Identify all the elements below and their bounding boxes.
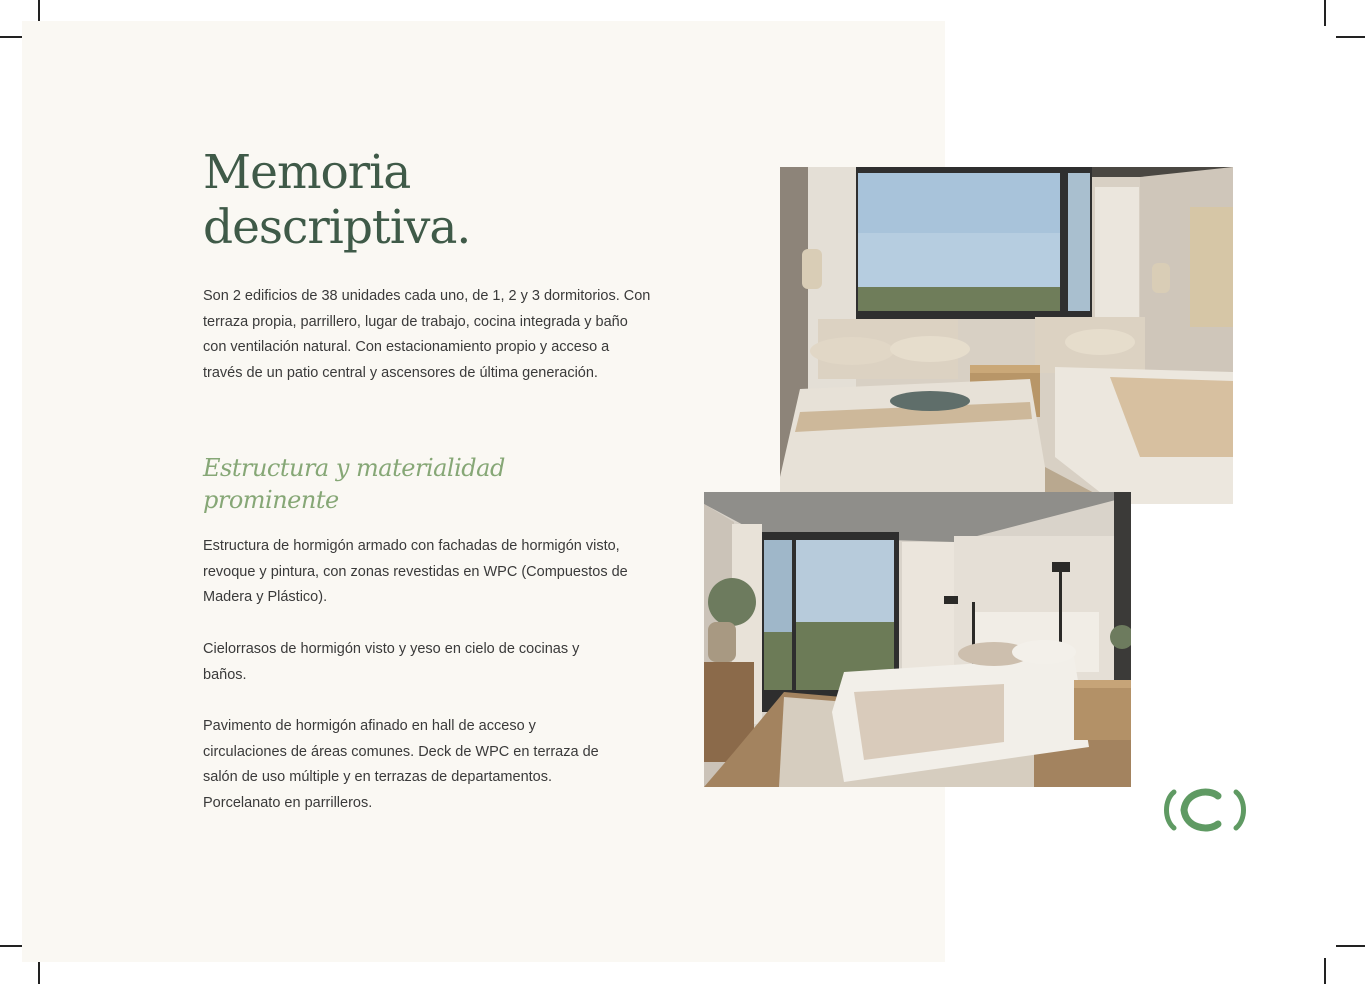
bedroom-photo-2 [704,492,1131,787]
ceiling-paragraph: Cielorrasos de hormigón visto y yeso en cielo de cocinas y baños. [203,641,580,683]
crop-mark [1324,0,1326,26]
bedroom-photo-1 [780,167,1233,504]
crop-mark [1336,36,1365,38]
intro-paragraph: Son 2 edificios de 38 unidades cada uno, de 1, 2 y 3 dormitorios. Con terraza propia, parrillero, lugar de trabajo, cocina integrada y baño con ventilación natural. Con estacionamiento propio y acceso a través de un patio central y ascensores de última generación. [203,288,651,381]
section-title: Estructura y materialidad prominente [203,454,505,514]
flooring-paragraph: Pavimento de hormigón afinado en hall de acceso y circulaciones de áreas comunes. Deck de WPC en terraza de salón de uso múltiple y en terrazas de departamentos. Porcelanato en parrilleros. [203,718,599,811]
crop-mark [1336,945,1365,947]
brand-c-logo [1162,786,1248,834]
structure-paragraph: Estructura de hormigón armado con fachadas de hormigón visto, revoque y pintura, con zonas revestidas en WPC (Compuestos de Madera y Plástico). [203,538,628,605]
crop-mark [1324,958,1326,984]
page-title: Memoria descriptiva. [203,145,471,255]
